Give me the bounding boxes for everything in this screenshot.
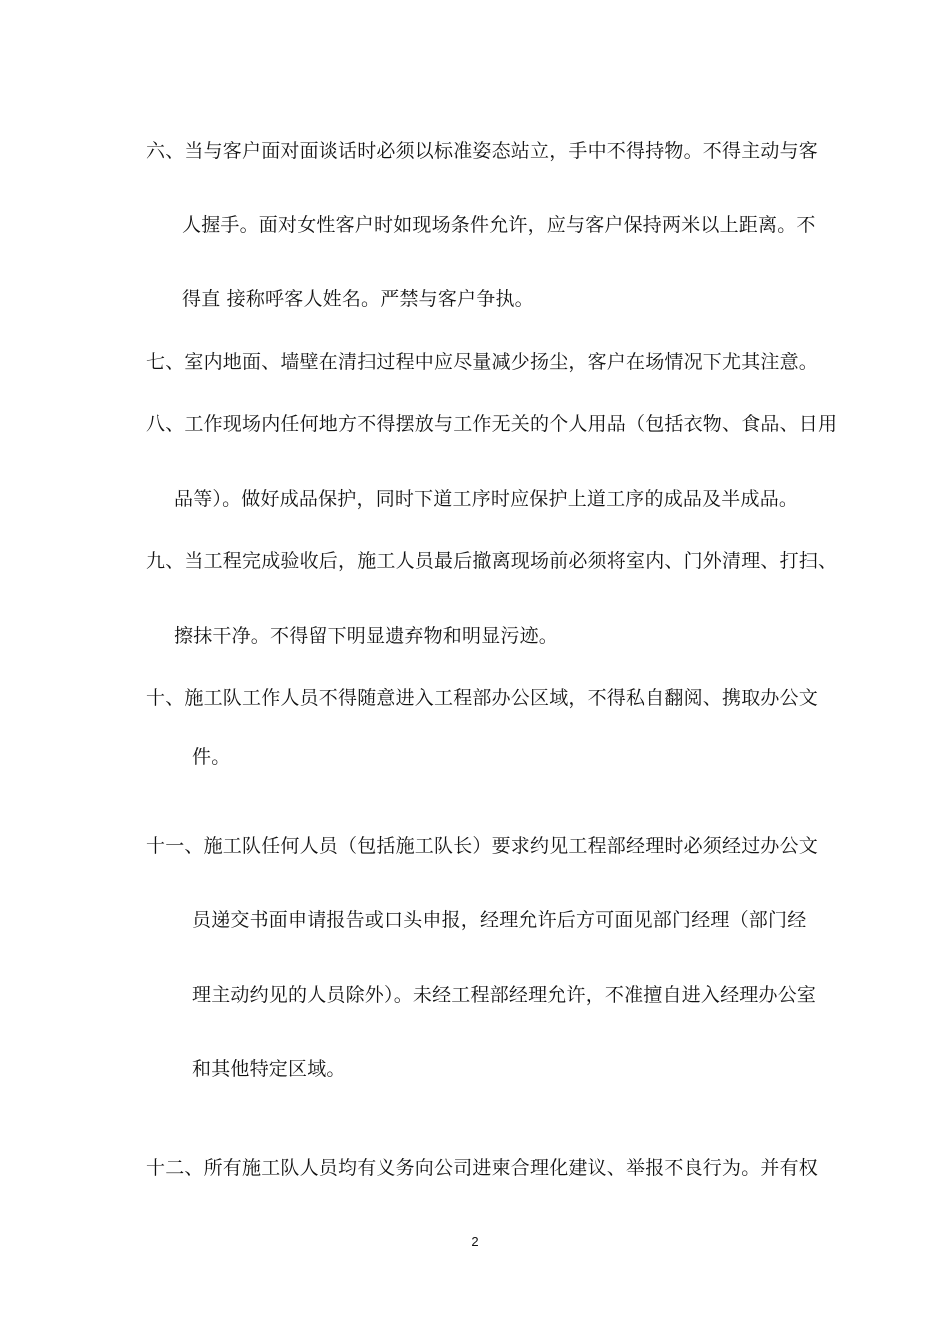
rule-10-line-1: 十、施工队工作人员不得随意进入工程部办公区域，不得私自翻阅、携取办公文 [146, 687, 819, 709]
rule-8-line-2: 品等）。做好成品保护，同时下道工序时应保护上道工序的成品及半成品。 [174, 488, 799, 510]
rule-6-line-3: 得直 接称呼客人姓名。严禁与客户争执。 [182, 288, 534, 310]
rule-11-line-2: 员递交书面申请报告或口头申报，经理允许后方可面见部门经理（部门经 [192, 909, 807, 931]
page-number: 2 [471, 1234, 479, 1249]
rule-11-line-4: 和其他特定区域。 [192, 1058, 346, 1080]
rule-9-line-1: 九、当工程完成验收后，施工人员最后撤离现场前必须将室内、门外清理、打扫、 [146, 550, 838, 572]
rule-10-line-2: 件。 [192, 746, 231, 768]
rule-9-line-2: 擦抹干净。不得留下明显遗弃物和明显污迹。 [174, 625, 559, 647]
rule-11-line-1: 十一、施工队任何人员（包括施工队长）要求约见工程部经理时必须经过办公文 [146, 835, 819, 857]
rule-7-line-1: 七、室内地面、墙壁在清扫过程中应尽量减少扬尘，客户在场情况下尤其注意。 [146, 351, 819, 373]
rule-6-line-1: 六、当与客户面对面谈话时必须以标准姿态站立，手中不得持物。不得主动与客 [146, 140, 819, 162]
rule-6-line-2: 人握手。面对女性客户时如现场条件允许，应与客户保持两米以上距离。不 [182, 214, 816, 236]
rule-12-line-1: 十二、所有施工队人员均有义务向公司进柬合理化建议、举报不良行为。并有权 [146, 1157, 819, 1179]
rule-11-line-3: 理主动约见的人员除外）。未经工程部经理允许，不准擅自进入经理办公室 [192, 984, 817, 1006]
rule-8-line-1: 八、工作现场内任何地方不得摆放与工作无关的个人用品（包括衣物、食品、日用 [146, 413, 838, 435]
